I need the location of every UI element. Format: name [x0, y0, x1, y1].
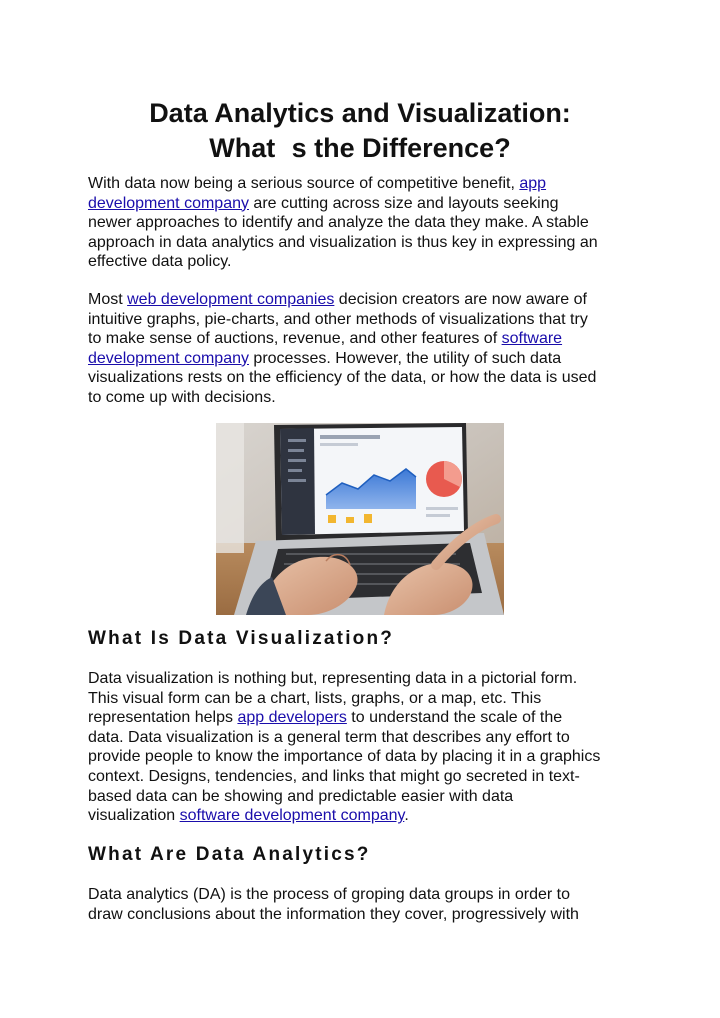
app-link[interactable]: app [519, 175, 547, 192]
analytics-paragraph: Data analytics (DA) is the process of groping data groups in order to draw conclusions about the information they cover, progressively with [88, 886, 579, 923]
visualization-paragraph: Data visualization is nothing but, representing data in a pictorial form. This visual form can be a chart, lists, graphs, or a map, etc. This representation helps app developers to understand the scale of the data. Data visualization is a general term that describes any effort to provide people to know the importance of data by placing it in a graphics context. Designs, tendencies, and links that might go secreted in text- based data can be showing and predictable easier with data visualization software development company. [88, 670, 601, 825]
software-development-company-link-2[interactable]: software development company [179, 807, 405, 825]
title-line-1: Data Analytics and Visualization: [149, 98, 571, 128]
web-development-companies-link[interactable]: web development companies [127, 291, 335, 308]
section-heading-data-visualization: What Is Data Visualization? [88, 628, 395, 649]
software-link[interactable]: software [501, 330, 563, 348]
laptop-dashboard-illustration [216, 423, 504, 615]
software-development-company-link[interactable]: development company [88, 349, 249, 367]
laptop-analytics-photo [216, 423, 504, 615]
app-development-company-link[interactable]: development company [88, 194, 249, 212]
page-title [0, 96, 720, 166]
intro-paragraph: With data now being a serious source of competitive benefit, app development company are cutting across size and layouts seeking newer approaches to identify and analyze the data they make. A stable approach in data analytics and visualization is thus key in expressing an effective data policy. [88, 175, 598, 271]
title-line-2: Whats the Difference? [209, 133, 511, 163]
section-heading-data-analytics: What Are Data Analytics? [88, 844, 371, 865]
second-paragraph: Most web development companies decision creators are now aware of intuitive graphs, pie-charts, and other methods of visualizations that try to make sense of auctions, revenue, and other features of software development company processes. However, the utility of such data visualizations rests on the efficiency of the data, or how the data is used to come up with decisions. [88, 291, 597, 406]
app-developers-link[interactable]: app developers [237, 709, 347, 727]
